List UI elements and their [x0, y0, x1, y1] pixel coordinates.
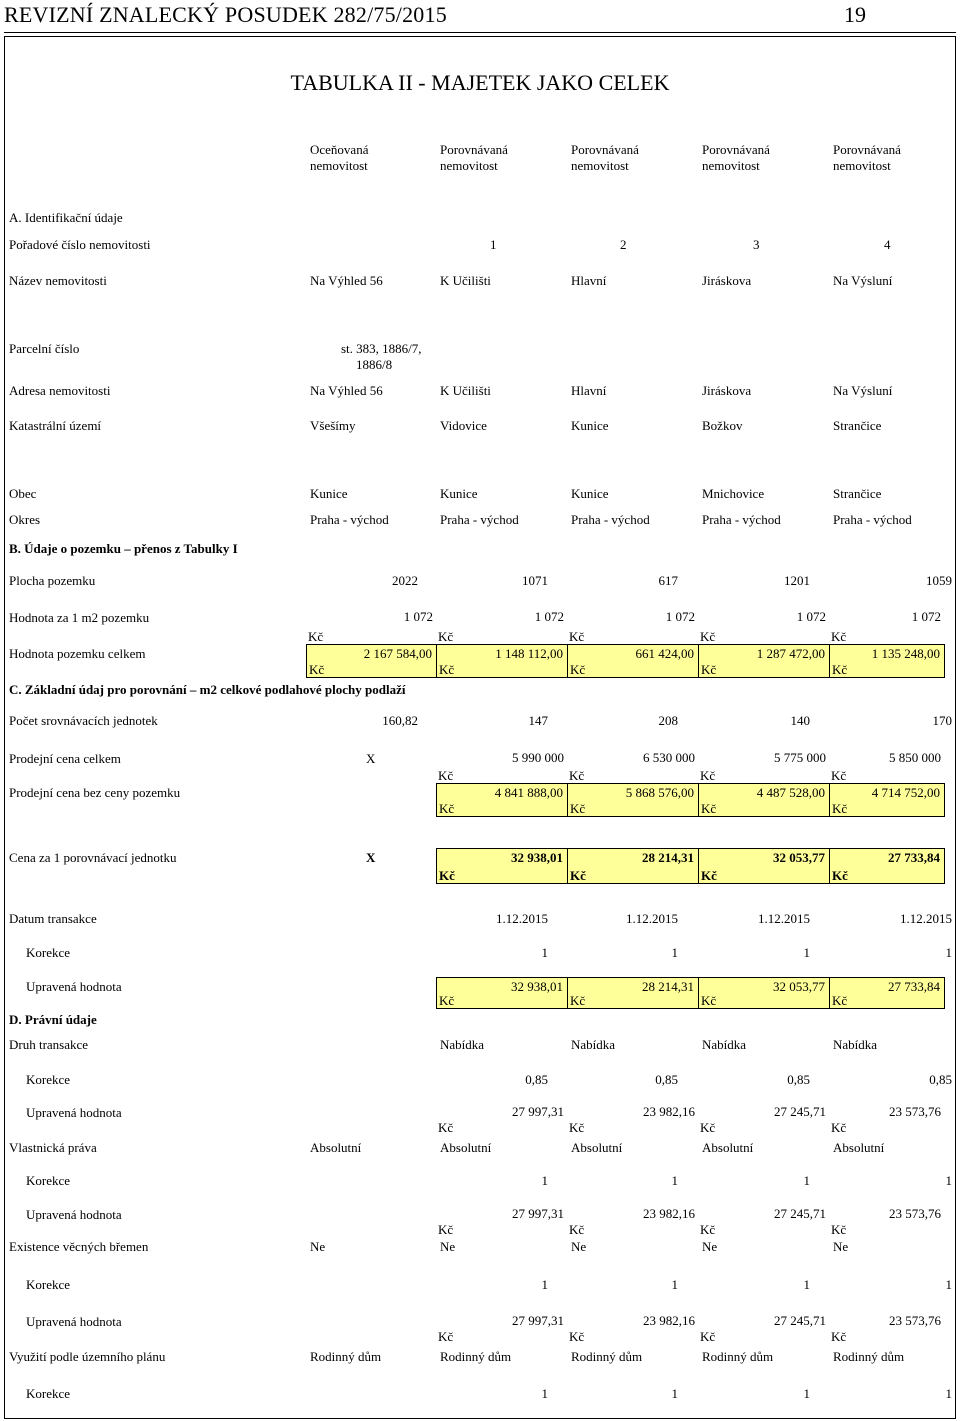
existence-value-5: Ne	[833, 1239, 849, 1254]
hodnota_celkem-unit-1: Kč	[309, 662, 325, 677]
adresa-value-2: K Učilišti	[440, 383, 491, 398]
hodnota_celkem-amount-2: 1 148 112,00	[495, 646, 563, 661]
upravena1-amount-3: 28 214,31	[642, 979, 694, 994]
pocet-value-4: 140	[790, 713, 810, 728]
upravena1-amount-5: 27 733,84	[888, 979, 940, 994]
obec-label: Obec	[9, 486, 37, 501]
korekce2-value-2: 0,85	[525, 1072, 548, 1087]
korekce4-value-2: 1	[541, 1277, 548, 1292]
cena_jednotku-first-value: X	[366, 850, 376, 865]
hodnota_celkem-unit-3: Kč	[570, 662, 586, 677]
prodejni_bez-cell-5	[829, 783, 945, 817]
pocet-label: Počet srovnávacích jednotek	[9, 713, 158, 728]
upravena1-unit-2: Kč	[439, 993, 455, 1008]
nazev-value-2: K Učilišti	[440, 273, 491, 288]
column-header-line: Porovnávaná	[440, 142, 508, 157]
cena_jednotku-amount-5: 27 733,84	[888, 850, 940, 865]
druh-value-4: Nabídka	[702, 1037, 747, 1052]
obec-value-1: Kunice	[310, 486, 348, 501]
upravena2-cell-3	[567, 1103, 699, 1135]
upravena1-unit-4: Kč	[701, 993, 717, 1008]
okres-value-4: Praha - východ	[702, 512, 781, 527]
upravena3-cell-5	[829, 1205, 945, 1237]
cena_jednotku-cell-3	[567, 848, 699, 884]
plocha-value-5: 1059	[926, 573, 952, 588]
pocet-value-2: 147	[528, 713, 548, 728]
upravena3-cell-2	[436, 1205, 568, 1237]
vlastnicka-value-1: Absolutní	[310, 1140, 362, 1155]
korekce5-value-3: 1	[671, 1386, 678, 1401]
druh-value-3: Nabídka	[571, 1037, 616, 1052]
katastralni-value-4: Božkov	[702, 418, 743, 433]
okres-value-5: Praha - východ	[833, 512, 912, 527]
upravena3-unit-2: Kč	[438, 1222, 454, 1237]
column-header-1	[310, 142, 368, 174]
cena_jednotku-cell-2	[436, 848, 568, 884]
upravena3-unit-5: Kč	[831, 1222, 847, 1237]
vlastnicka-value-3: Absolutní	[571, 1140, 623, 1155]
korekce3-label: Korekce	[26, 1173, 71, 1188]
datum-value-2: 1.12.2015	[496, 911, 548, 926]
okres-value-2: Praha - východ	[440, 512, 519, 527]
prodejni_bez-amount-4: 4 487 528,00	[756, 785, 825, 800]
prodejni_bez-cell-4	[698, 783, 830, 817]
hodnota_celkem-unit-5: Kč	[832, 662, 848, 677]
vyuziti-label: Využití podle územního plánu	[9, 1349, 166, 1364]
prodejni_bez-amount-5: 4 714 752,00	[871, 785, 940, 800]
vyuziti-value-3: Rodinný dům	[571, 1349, 643, 1364]
vlastnicka-value-4: Absolutní	[702, 1140, 754, 1155]
okres-value-3: Praha - východ	[571, 512, 650, 527]
hodnota_m2-cell-2	[436, 608, 568, 644]
okres-label: Okres	[9, 512, 41, 527]
prodejni_bez-cell-2	[436, 783, 568, 817]
upravena3-amount-4: 27 245,71	[774, 1206, 826, 1221]
section-d-heading: D. Právní údaje	[9, 1012, 97, 1027]
upravena4-amount-4: 27 245,71	[774, 1313, 826, 1328]
upravena2-amount-2: 27 997,31	[512, 1104, 564, 1119]
upravena1-cell-3	[567, 977, 699, 1009]
prodejni_bez-amount-2: 4 841 888,00	[494, 785, 563, 800]
column-header-line: Porovnávaná	[833, 142, 901, 157]
korekce5-value-5: 1	[945, 1386, 952, 1401]
nazev-label: Název nemovitosti	[9, 273, 107, 288]
upravena1-cell-2	[436, 977, 568, 1009]
adresa-label: Adresa nemovitosti	[9, 383, 111, 398]
nazev-value-4: Jiráskova	[702, 273, 752, 288]
hodnota_celkem-amount-3: 661 424,00	[635, 646, 694, 661]
upravena2-label: Upravená hodnota	[26, 1105, 122, 1120]
cena_jednotku-unit-2: Kč	[439, 868, 455, 883]
korekce4-value-4: 1	[803, 1277, 810, 1292]
druh-value-5: Nabídka	[833, 1037, 878, 1052]
prodejni_bez-amount-3: 5 868 576,00	[625, 785, 694, 800]
hodnota_m2-amount-3: 1 072	[665, 609, 695, 624]
vlastnicka-label: Vlastnická práva	[9, 1140, 97, 1155]
prodejni-cell-5	[829, 749, 945, 783]
adresa-value-1: Na Výhled 56	[310, 383, 383, 398]
nazev-value-5: Na Výsluní	[833, 273, 893, 288]
column-header-4	[702, 142, 770, 174]
obec-value-2: Kunice	[440, 486, 478, 501]
vyuziti-value-5: Rodinný dům	[833, 1349, 905, 1364]
column-header-line: nemovitost	[440, 158, 498, 173]
hodnota_m2-amount-1: 1 072	[403, 609, 433, 624]
cena_jednotku-unit-3: Kč	[570, 868, 586, 883]
katastralni-value-2: Vidovice	[440, 418, 487, 433]
upravena1-cell-4	[698, 977, 830, 1009]
page-number: 19	[844, 2, 866, 27]
prodejni-amount-2: 5 990 000	[512, 750, 564, 765]
upravena4-cell-2	[436, 1312, 568, 1344]
cena_jednotku-cell-4	[698, 848, 830, 884]
upravena4-amount-5: 23 573,76	[889, 1313, 941, 1328]
upravena1-label: Upravená hodnota	[26, 979, 122, 994]
prodejni-unit-2: Kč	[438, 768, 454, 783]
hodnota_celkem-cell-5	[829, 644, 945, 678]
korekce3-value-4: 1	[803, 1173, 810, 1188]
hodnota_m2-cell-1	[306, 608, 437, 644]
upravena3-amount-2: 27 997,31	[512, 1206, 564, 1221]
prodejni-unit-3: Kč	[569, 768, 585, 783]
existence-value-2: Ne	[440, 1239, 456, 1254]
column-header-line: nemovitost	[310, 158, 368, 173]
upravena4-cell-5	[829, 1312, 945, 1344]
hodnota_m2-unit-4: Kč	[700, 629, 716, 644]
vlastnicka-value-2: Absolutní	[440, 1140, 492, 1155]
katastralni-value-1: Všešímy	[310, 418, 356, 433]
hodnota_celkem-cell-4	[698, 644, 830, 678]
upravena4-unit-3: Kč	[569, 1329, 585, 1344]
upravena1-amount-4: 32 053,77	[773, 979, 825, 994]
upravena4-unit-2: Kč	[438, 1329, 454, 1344]
hodnota_celkem-label: Hodnota pozemku celkem	[9, 646, 146, 661]
upravena2-unit-2: Kč	[438, 1120, 454, 1135]
vlastnicka-value-5: Absolutní	[833, 1140, 885, 1155]
upravena3-amount-3: 23 982,16	[643, 1206, 695, 1221]
katastralni-label: Katastrální území	[9, 418, 102, 433]
korekce2-value-5: 0,85	[929, 1072, 952, 1087]
upravena2-unit-3: Kč	[569, 1120, 585, 1135]
prodejni-amount-3: 6 530 000	[643, 750, 695, 765]
hodnota_m2-unit-3: Kč	[569, 629, 585, 644]
korekce2-label: Korekce	[26, 1072, 71, 1087]
prodejni-unit-5: Kč	[831, 768, 847, 783]
upravena4-cell-3	[567, 1312, 699, 1344]
druh-value-2: Nabídka	[440, 1037, 485, 1052]
plocha-value-3: 617	[658, 573, 678, 588]
nazev-value-1: Na Výhled 56	[310, 273, 383, 288]
upravena2-amount-5: 23 573,76	[889, 1104, 941, 1119]
plocha-value-2: 1071	[522, 573, 548, 588]
prodejni_bez-unit-2: Kč	[439, 801, 455, 816]
column-header-line: Porovnávaná	[571, 142, 639, 157]
nazev-value-3: Hlavní	[571, 273, 607, 288]
adresa-value-3: Hlavní	[571, 383, 607, 398]
cena_jednotku-label: Cena za 1 porovnávací jednotku	[9, 850, 177, 865]
poradove-value-3: 2	[620, 237, 627, 252]
hodnota_celkem-amount-5: 1 135 248,00	[871, 646, 940, 661]
upravena4-amount-3: 23 982,16	[643, 1313, 695, 1328]
section-a-heading: A. Identifikační údaje	[9, 210, 123, 225]
upravena3-unit-3: Kč	[569, 1222, 585, 1237]
prodejni_bez-unit-4: Kč	[701, 801, 717, 816]
hodnota_m2-unit-1: Kč	[308, 629, 324, 644]
adresa-value-4: Jiráskova	[702, 383, 752, 398]
pocet-value-3: 208	[658, 713, 678, 728]
hodnota_m2-cell-4	[698, 608, 830, 644]
upravena2-amount-3: 23 982,16	[643, 1104, 695, 1119]
vyuziti-value-2: Rodinný dům	[440, 1349, 512, 1364]
cena_jednotku-unit-5: Kč	[832, 868, 848, 883]
prodejni-first-value: X	[366, 751, 376, 766]
prodejni-amount-4: 5 775 000	[774, 750, 826, 765]
druh-label: Druh transakce	[9, 1037, 89, 1052]
cena_jednotku-amount-3: 28 214,31	[642, 850, 694, 865]
hodnota_m2-unit-2: Kč	[438, 629, 454, 644]
cena_jednotku-unit-4: Kč	[701, 868, 717, 883]
cena_jednotku-amount-4: 32 053,77	[773, 850, 825, 865]
upravena2-cell-4	[698, 1103, 830, 1135]
poradove-value-2: 1	[490, 237, 497, 252]
prodejni_bez-unit-3: Kč	[570, 801, 586, 816]
upravena4-cell-4	[698, 1312, 830, 1344]
hodnota_celkem-cell-2	[436, 644, 568, 678]
prodejni-cell-4	[698, 749, 830, 783]
datum-value-3: 1.12.2015	[626, 911, 678, 926]
parcelni-value-1: st. 383, 1886/7,	[341, 341, 422, 356]
hodnota_m2-cell-5	[829, 608, 945, 644]
column-header-line: nemovitost	[571, 158, 629, 173]
header-rule	[4, 32, 956, 33]
obec-value-4: Mnichovice	[702, 486, 765, 501]
korekce5-value-2: 1	[541, 1386, 548, 1401]
obec-value-3: Kunice	[571, 486, 609, 501]
korekce3-value-5: 1	[945, 1173, 952, 1188]
column-header-line: Porovnávaná	[702, 142, 770, 157]
column-header-2	[440, 142, 508, 174]
prodejni-amount-5: 5 850 000	[889, 750, 941, 765]
katastralni-value-3: Kunice	[571, 418, 609, 433]
korekce2-value-4: 0,85	[787, 1072, 810, 1087]
column-header-line: nemovitost	[833, 158, 891, 173]
hodnota_celkem-unit-2: Kč	[439, 662, 455, 677]
prodejni_bez-cell-3	[567, 783, 699, 817]
korekce1-label: Korekce	[26, 945, 71, 960]
hodnota_m2-amount-4: 1 072	[796, 609, 826, 624]
parcelni-label: Parcelní číslo	[9, 341, 80, 356]
section-b-heading: B. Údaje o pozemku – přenos z Tabulky I	[9, 541, 238, 556]
korekce5-value-4: 1	[803, 1386, 810, 1401]
section-c-heading: C. Základní údaj pro porovnání – m2 celkové podlahové plochy podlaží	[9, 682, 406, 697]
hodnota_m2-unit-5: Kč	[831, 629, 847, 644]
pocet-value-1: 160,82	[382, 713, 418, 728]
prodejni-label: Prodejní cena celkem	[9, 751, 121, 766]
document-title: REVIZNÍ ZNALECKÝ POSUDEK 282/75/2015	[4, 2, 447, 27]
vyuziti-value-1: Rodinný dům	[310, 1349, 382, 1364]
hodnota_celkem-cell-1	[306, 644, 437, 678]
datum-value-4: 1.12.2015	[758, 911, 810, 926]
korekce3-value-3: 1	[671, 1173, 678, 1188]
upravena3-amount-5: 23 573,76	[889, 1206, 941, 1221]
cena_jednotku-amount-2: 32 938,01	[511, 850, 563, 865]
upravena4-label: Upravená hodnota	[26, 1314, 122, 1329]
korekce1-value-4: 1	[803, 945, 810, 960]
korekce1-value-5: 1	[945, 945, 952, 960]
poradove-value-4: 3	[753, 237, 760, 252]
katastralni-value-5: Strančice	[833, 418, 882, 433]
existence-label: Existence věcných břemen	[9, 1239, 149, 1254]
prodejni_bez-label: Prodejní cena bez ceny pozemku	[9, 785, 181, 800]
korekce5-label: Korekce	[26, 1386, 71, 1401]
prodejni_bez-unit-5: Kč	[832, 801, 848, 816]
parcelni-value-2: 1886/8	[356, 357, 393, 372]
upravena3-cell-4	[698, 1205, 830, 1237]
prodejni-cell-2	[436, 749, 568, 783]
upravena2-unit-5: Kč	[831, 1120, 847, 1135]
hodnota_celkem-unit-4: Kč	[701, 662, 717, 677]
upravena3-cell-3	[567, 1205, 699, 1237]
column-header-line: Oceňovaná	[310, 142, 369, 157]
prodejni-cell-3	[567, 749, 699, 783]
prodejni-unit-4: Kč	[700, 768, 716, 783]
cena_jednotku-cell-5	[829, 848, 945, 884]
korekce1-value-2: 1	[541, 945, 548, 960]
vyuziti-value-4: Rodinný dům	[702, 1349, 774, 1364]
upravena3-unit-4: Kč	[700, 1222, 716, 1237]
hodnota_m2-amount-5: 1 072	[911, 609, 941, 624]
upravena4-unit-5: Kč	[831, 1329, 847, 1344]
okres-value-1: Praha - východ	[310, 512, 389, 527]
hodnota_m2-label: Hodnota za 1 m2 pozemku	[9, 610, 150, 625]
adresa-value-5: Na Výsluní	[833, 383, 893, 398]
upravena4-amount-2: 27 997,31	[512, 1313, 564, 1328]
datum-value-5: 1.12.2015	[900, 911, 952, 926]
existence-value-1: Ne	[310, 1239, 326, 1254]
column-header-3	[571, 142, 639, 174]
upravena3-label: Upravená hodnota	[26, 1207, 122, 1222]
upravena2-cell-5	[829, 1103, 945, 1135]
upravena2-unit-4: Kč	[700, 1120, 716, 1135]
poradove-label: Pořadové číslo nemovitosti	[9, 237, 151, 252]
hodnota_m2-amount-2: 1 072	[534, 609, 564, 624]
upravena1-amount-2: 32 938,01	[511, 979, 563, 994]
korekce4-label: Korekce	[26, 1277, 71, 1292]
poradove-value-5: 4	[884, 237, 891, 252]
upravena1-cell-5	[829, 977, 945, 1009]
page-header	[4, 2, 956, 32]
hodnota_celkem-amount-1: 2 167 584,00	[363, 646, 432, 661]
upravena1-unit-3: Kč	[570, 993, 586, 1008]
upravena2-cell-2	[436, 1103, 568, 1135]
existence-value-3: Ne	[571, 1239, 587, 1254]
upravena2-amount-4: 27 245,71	[774, 1104, 826, 1119]
plocha-value-1: 2022	[392, 573, 418, 588]
plocha-label: Plocha pozemku	[9, 573, 96, 588]
pocet-value-5: 170	[932, 713, 952, 728]
korekce1-value-3: 1	[671, 945, 678, 960]
upravena4-unit-4: Kč	[700, 1329, 716, 1344]
datum-label: Datum transakce	[9, 911, 97, 926]
korekce4-value-5: 1	[945, 1277, 952, 1292]
plocha-value-4: 1201	[784, 573, 810, 588]
upravena1-unit-5: Kč	[832, 993, 848, 1008]
column-header-line: nemovitost	[702, 158, 760, 173]
hodnota_m2-cell-3	[567, 608, 699, 644]
hodnota_celkem-cell-3	[567, 644, 699, 678]
korekce3-value-2: 1	[541, 1173, 548, 1188]
existence-value-4: Ne	[702, 1239, 718, 1254]
korekce4-value-3: 1	[671, 1277, 678, 1292]
column-header-5	[833, 142, 901, 174]
korekce2-value-3: 0,85	[655, 1072, 678, 1087]
obec-value-5: Strančice	[833, 486, 882, 501]
table-title: TABULKA II - MAJETEK JAKO CELEK	[290, 70, 670, 95]
hodnota_celkem-amount-4: 1 287 472,00	[756, 646, 825, 661]
